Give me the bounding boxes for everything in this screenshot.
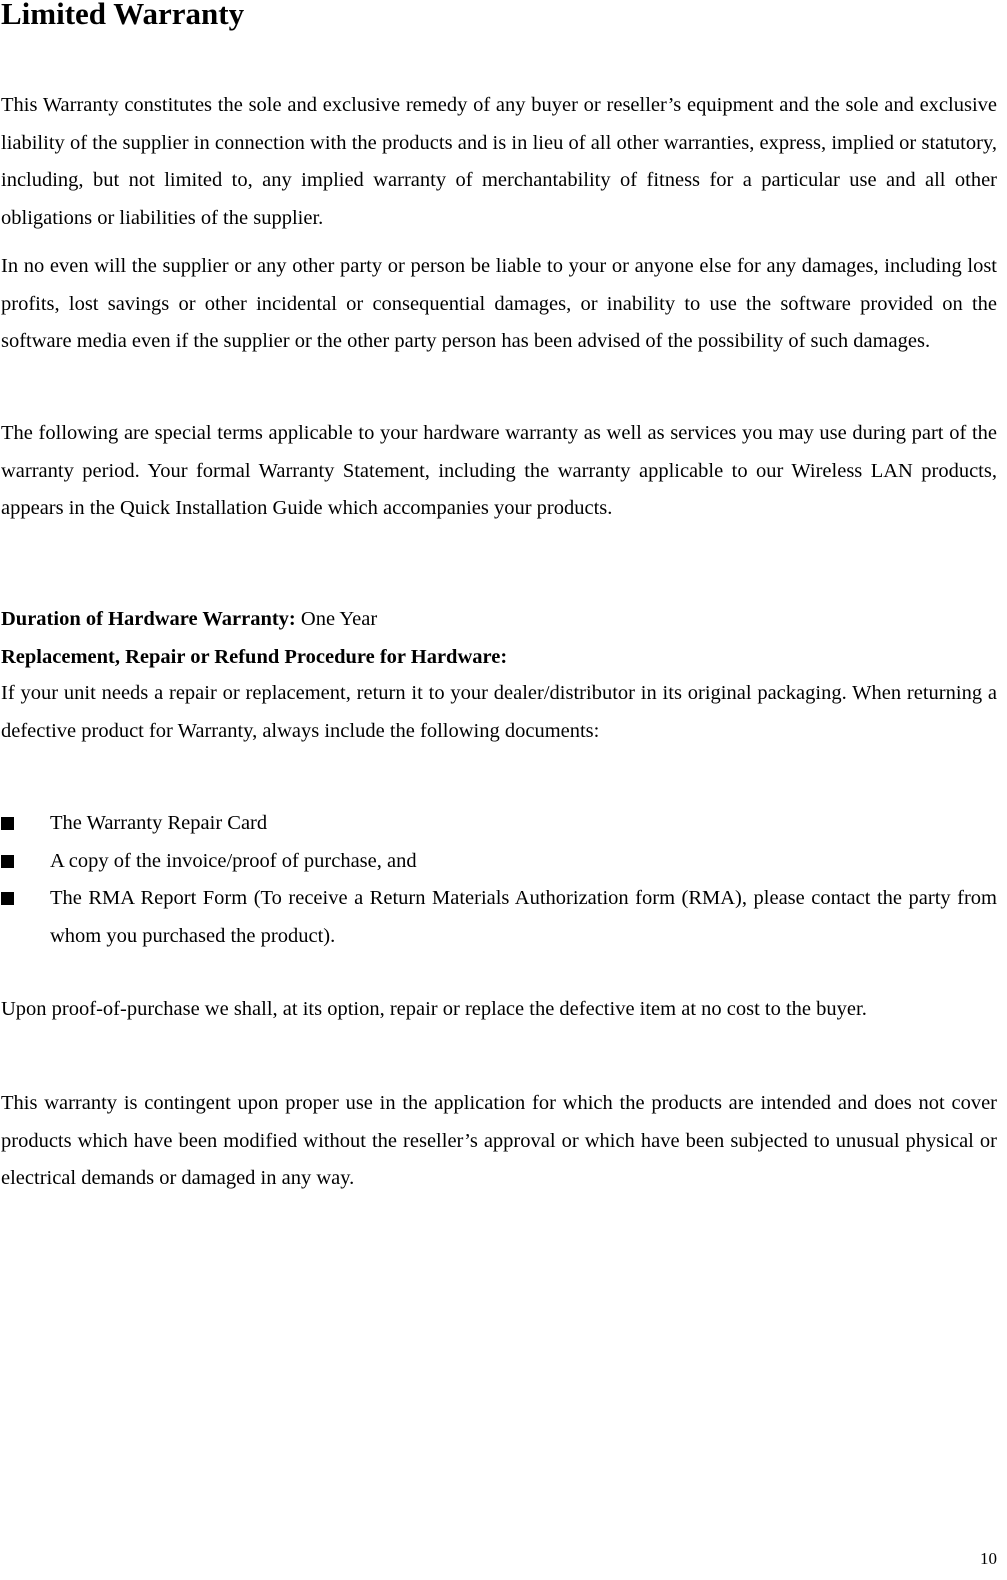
list-item	[0, 880, 997, 955]
duration-label: Duration of Hardware Warranty:	[1, 608, 296, 630]
page-number: 10	[980, 1549, 997, 1568]
sole-remedy-paragraph: This Warranty constitutes the sole and exclusive remedy of any buyer or reseller’s equipment and the sole and exclusive liability of the supplier in connection with the products and is in lieu of all other warranties, express, implied or statutory, including, but not limited to, any implied warranty of merchantability of fitness for a particular use and all other obligations or liabilities of the supplier.	[1, 94, 997, 229]
square-bullet-icon	[1, 855, 14, 868]
list-item-text: The RMA Report Form (To receive a Return Materials Authorization form (RMA), please contact the party from whom you purchased the product).	[50, 887, 997, 947]
hardware-warranty-duration	[1, 601, 997, 639]
proof-of-purchase-paragraph: Upon proof-of-purchase we shall, at its option, repair or replace the defective item at no cost to the buyer.	[1, 998, 867, 1020]
return-instructions-paragraph: If your unit needs a repair or replacement, return it to your dealer/distributor in its original packaging. When returning a defective product for Warranty, always include the following documents:	[1, 682, 997, 742]
square-bullet-icon	[1, 817, 14, 830]
list-item	[0, 843, 997, 881]
list-item-text: The Warranty Repair Card	[50, 812, 268, 834]
list-item-text: A copy of the invoice/proof of purchase, and	[50, 849, 417, 872]
list-item	[0, 805, 997, 843]
duration-value: One Year	[295, 608, 378, 630]
contingency-paragraph: This warranty is contingent upon proper use in the application for which the products are intended and does not cover products which have been modified without the reseller’s approval or which have been subjected to unusual physical or electrical demands or damaged in any way.	[1, 1092, 997, 1189]
required-documents-list	[0, 805, 997, 955]
procedure-heading: Replacement, Repair or Refund Procedure for Hardware:	[1, 646, 508, 668]
square-bullet-icon	[1, 892, 14, 905]
special-terms-paragraph: The following are special terms applicable to your hardware warranty as well as services you may use during part of the warranty period. Your formal Warranty Statement, including the warranty applicable to our Wireless LAN products, appears in the Quick Installation Guide which accompanies your products.	[1, 422, 997, 519]
liability-paragraph: In no even will the supplier or any other party or person be liable to your or anyone else for any damages, including lost profits, lost savings or other incidental or consequential damages, or inability to use the software provided on the software media even if the supplier or the other party person has been advised of the possibility of such damages.	[1, 255, 997, 352]
page-title: Limited Warranty	[1, 0, 245, 31]
